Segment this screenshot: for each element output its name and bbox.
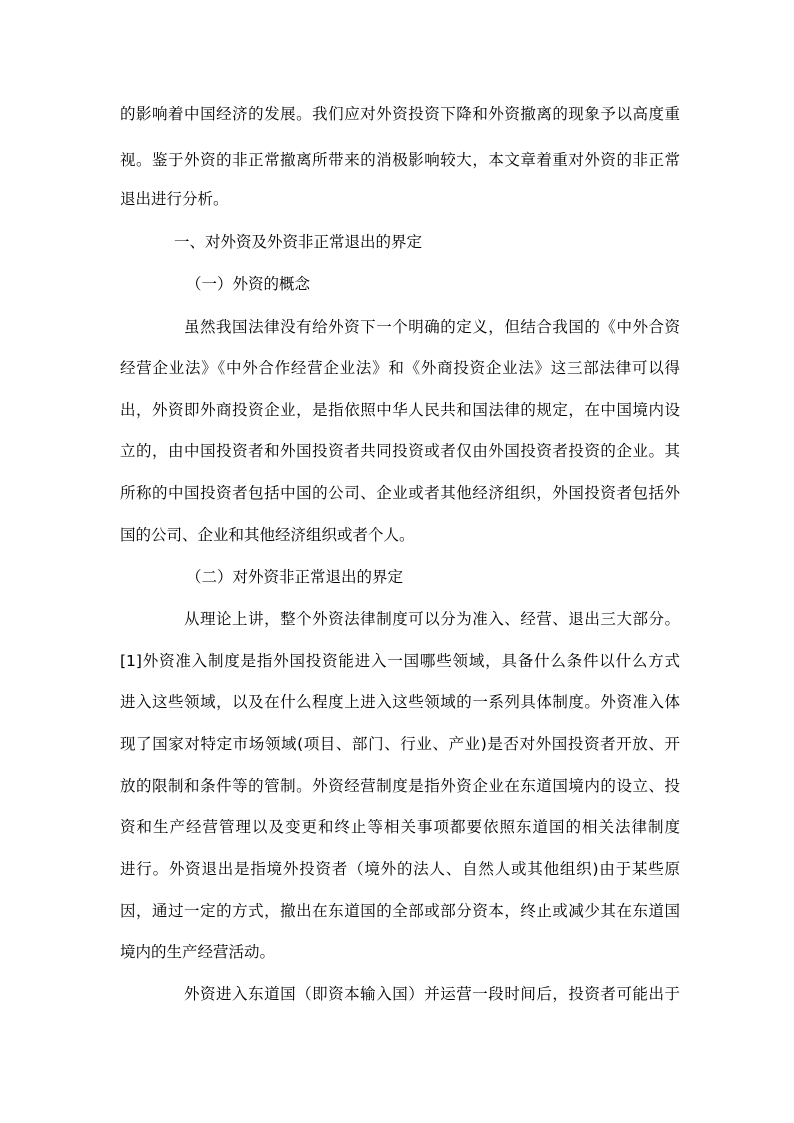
paragraph-line-6: 出，外资即外商投资企业，是指依照中华人民共和国法律的规定，在中国境内设 [120, 401, 680, 419]
paragraph-line-17: 因，通过一定的方式，撤出在东道国的全部或部分资本，终止或减少其在东道国 [120, 902, 680, 920]
paragraph-line-5: 经营企业法》《中外合作经营企业法》和《外商投资企业法》这三部法律可以得 [120, 359, 680, 377]
paragraph-line-11: [1]外资准入制度是指外国投资能进入一国哪些领域，具备什么条件以什么方式 [120, 652, 680, 670]
paragraph-line-10: 从理论上讲，整个外资法律制度可以分为准入、经营、退出三大部分。 [184, 610, 680, 628]
paragraph-line-14: 放的限制和条件等的管制。外资经营制度是指外资企业在东道国境内的设立、投 [120, 777, 680, 795]
paragraph-line-13: 现了国家对特定市场领域(项目、部门、行业、产业)是否对外国投资者开放、开 [120, 735, 680, 753]
paragraph-line-2: 视。鉴于外资的非正常撤离所带来的消极影响较大，本文章着重对外资的非正常 [120, 151, 680, 169]
paragraph-line-4: 虽然我国法律没有给外资下一个明确的定义，但结合我国的《中外合资 [184, 318, 680, 336]
section-heading-1: 一、对外资及外资非正常退出的界定 [174, 233, 423, 251]
paragraph-line-9: 国的公司、企业和其他经济组织或者个人。 [120, 526, 415, 544]
paragraph-line-1: 的影响着中国经济的发展。我们应对外资投资下降和外资撤离的现象予以高度重 [120, 105, 680, 123]
paragraph-line-12: 进入这些领域，以及在什么程度上进入这些领域的一系列具体制度。外资准入体 [120, 693, 680, 711]
paragraph-line-3: 退出进行分析。 [120, 190, 229, 208]
paragraph-line-19: 外资进入东道国（即资本输入国）并运营一段时间后，投资者可能出于 [184, 985, 680, 1003]
paragraph-line-8: 所称的中国投资者包括中国的公司、企业或者其他经济组织，外国投资者包括外 [120, 484, 680, 502]
subsection-heading-2: （二）对外资非正常退出的界定 [186, 568, 404, 586]
paragraph-line-15: 资和生产经营管理以及变更和终止等相关事项都要依照东道国的相关法律制度 [120, 818, 680, 836]
subsection-heading-1: （一）外资的概念 [186, 275, 311, 293]
paragraph-line-16: 进行。外资退出是指境外投资者（境外的法人、自然人或其他组织)由于某些原 [120, 860, 680, 878]
paragraph-line-18: 境内的生产经营活动。 [120, 943, 276, 961]
paragraph-line-7: 立的，由中国投资者和外国投资者共同投资或者仅由外国投资者投资的企业。其 [120, 442, 680, 460]
